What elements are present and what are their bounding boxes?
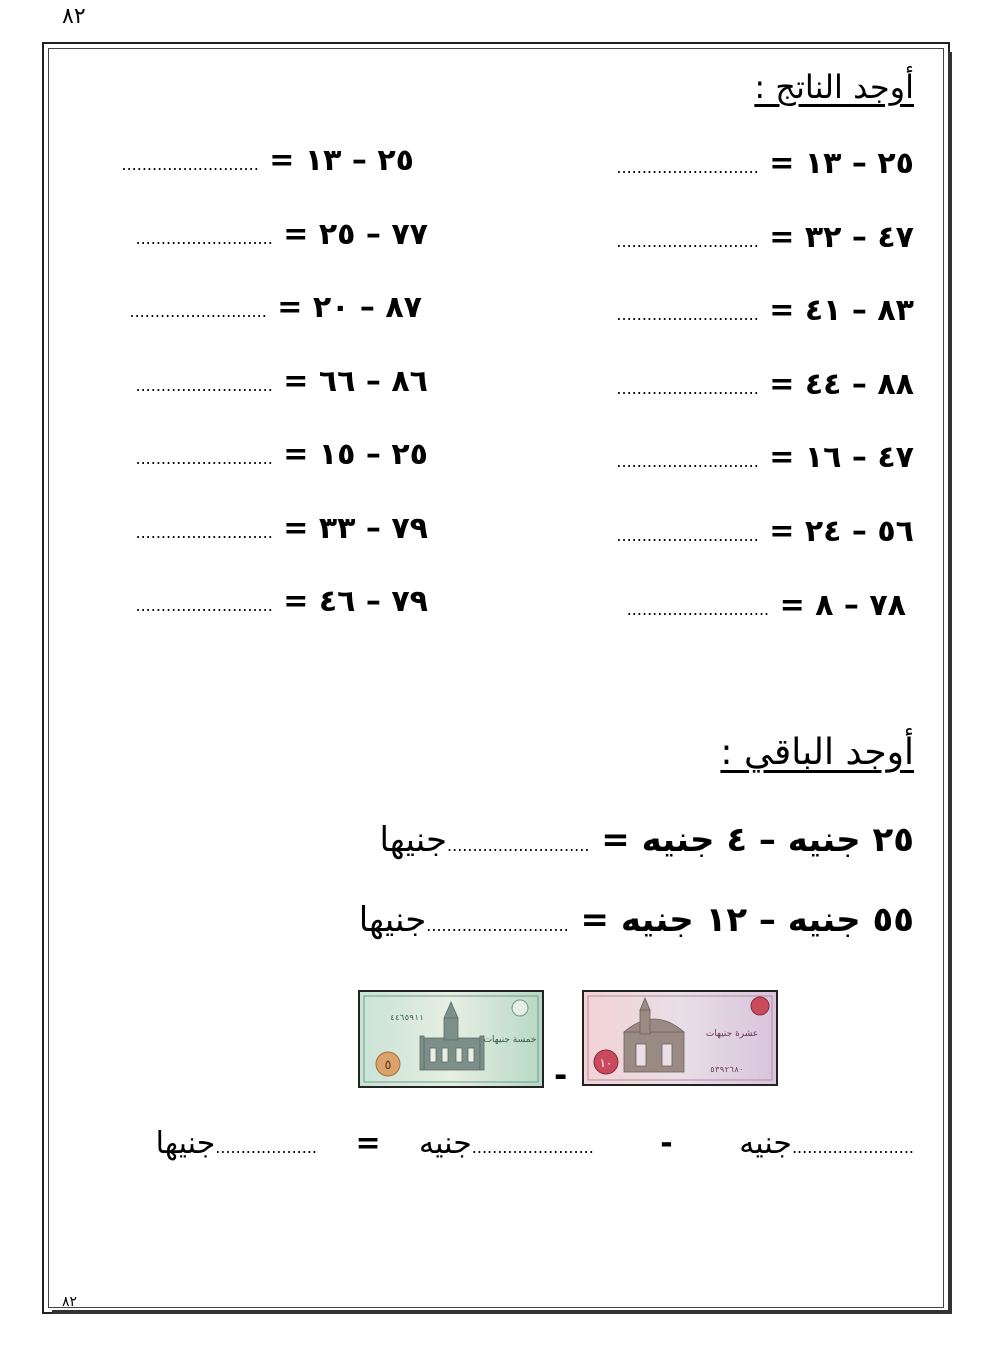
answer-blank[interactable]: ............................ xyxy=(616,305,759,324)
change-expr: ٥٥ جنيه – ١٢ جنيه = xyxy=(580,900,914,940)
section2-title: أوجد الباقي : xyxy=(720,732,914,773)
minus-sign: - xyxy=(660,1126,673,1161)
ten-pound-note-picture xyxy=(582,990,778,1086)
five-note-caption: خمسة جنيهات xyxy=(483,1035,537,1045)
unit-label-3: جنيها xyxy=(155,1126,216,1161)
change-expr: ٢٥ جنيه – ٤ جنيه = xyxy=(601,820,914,860)
exercise-expr: ٤٧ – ٣٢ = xyxy=(769,220,914,255)
section1-title: أوجد الناتج : xyxy=(754,68,914,106)
exercise-right-6 xyxy=(616,514,914,549)
unit-label-1: جنيه xyxy=(739,1126,792,1161)
svg-text:٥٣٩٢٦٨٠: ٥٣٩٢٦٨٠ xyxy=(710,1065,744,1074)
exercise-expr: ٢٥ – ١٣ = xyxy=(769,146,914,181)
exercise-left-2 xyxy=(135,217,428,252)
page-number-top: ٨٢ xyxy=(62,4,86,29)
answer-blank-2[interactable]: ........................ xyxy=(471,1138,594,1157)
exercise-right-1 xyxy=(616,146,914,181)
exercise-right-4 xyxy=(616,367,914,402)
exercise-left-7 xyxy=(135,584,428,619)
five-pound-note-picture xyxy=(358,990,544,1088)
page-number-bottom: ٨٢ xyxy=(62,1294,78,1310)
answer-blank-1[interactable]: ........................ xyxy=(791,1138,914,1157)
exercise-expr: ٧٧ – ٢٥ = xyxy=(283,217,428,252)
change-line-2 xyxy=(359,900,914,940)
exercise-expr: ٨٨ – ٤٤ = xyxy=(769,367,914,402)
five-note-value: ٥ xyxy=(384,1058,392,1073)
answer-blank[interactable]: ............................ xyxy=(626,600,770,619)
equals-sign: = xyxy=(355,1126,381,1161)
unit-label-2: جنيه xyxy=(419,1126,472,1161)
exercise-left-5 xyxy=(135,437,428,472)
answer-blank[interactable]: ........................... xyxy=(135,229,273,248)
answer-blank[interactable]: ............................ xyxy=(616,379,759,398)
minus-between-notes: - xyxy=(554,1056,568,1094)
answer-blank[interactable]: ........................... xyxy=(135,449,273,468)
exercise-expr: ٢٥ – ١٥ = xyxy=(283,437,428,472)
answer-blank[interactable]: ........................... xyxy=(135,376,273,395)
answer-blank[interactable]: ............................ xyxy=(616,526,759,545)
exercise-left-4 xyxy=(135,364,428,399)
exercise-right-3 xyxy=(616,293,914,328)
exercise-expr: ٨٣ – ٤١ = xyxy=(769,293,914,328)
exercise-expr: ٢٥ – ١٣ = xyxy=(269,143,414,178)
answer-line xyxy=(156,1126,914,1161)
exercise-left-1 xyxy=(121,143,414,178)
exercise-left-3 xyxy=(129,290,422,325)
answer-blank[interactable]: ........................... xyxy=(135,596,273,615)
frame-shadow-bottom xyxy=(52,1310,952,1314)
exercise-expr: ٤٧ – ١٦ = xyxy=(769,440,914,475)
exercise-left-6 xyxy=(135,511,428,546)
answer-blank[interactable]: ........................... xyxy=(121,155,259,174)
exercise-right-2 xyxy=(616,220,914,255)
ten-note-caption: عشرة جنيهات xyxy=(705,1029,759,1039)
unit-label: جنيها xyxy=(358,900,427,940)
frame-shadow-right xyxy=(948,52,952,1314)
answer-blank[interactable]: ............................ xyxy=(616,232,759,251)
answer-blank-3[interactable]: .................... xyxy=(215,1138,317,1157)
exercise-expr: ٨٧ – ٢٠ = xyxy=(277,290,422,325)
answer-blank[interactable]: ........................... xyxy=(129,302,267,321)
svg-text:٤٤٦٥٩١١: ٤٤٦٥٩١١ xyxy=(390,1013,424,1022)
unit-label: جنيها xyxy=(379,820,448,860)
exercise-right-7 xyxy=(627,588,906,623)
exercise-expr: ٧٩ – ٤٦ = xyxy=(283,584,428,619)
ten-note-value: ١٠ xyxy=(599,1056,613,1070)
answer-blank[interactable]: ............................ xyxy=(426,916,569,935)
answer-blank[interactable]: ........................... xyxy=(135,523,273,542)
exercise-expr: ٧٩ – ٣٣ = xyxy=(283,511,428,546)
change-line-1 xyxy=(379,820,914,860)
exercise-expr: ٧٨ – ٨ = xyxy=(779,588,906,623)
exercise-expr: ٨٦ – ٦٦ = xyxy=(283,364,428,399)
answer-blank[interactable]: ............................ xyxy=(616,452,759,471)
answer-blank[interactable]: ............................ xyxy=(447,836,590,855)
answer-blank[interactable]: ............................ xyxy=(616,158,759,177)
exercise-expr: ٥٦ – ٢٤ = xyxy=(769,514,914,549)
exercise-right-5 xyxy=(616,440,914,475)
